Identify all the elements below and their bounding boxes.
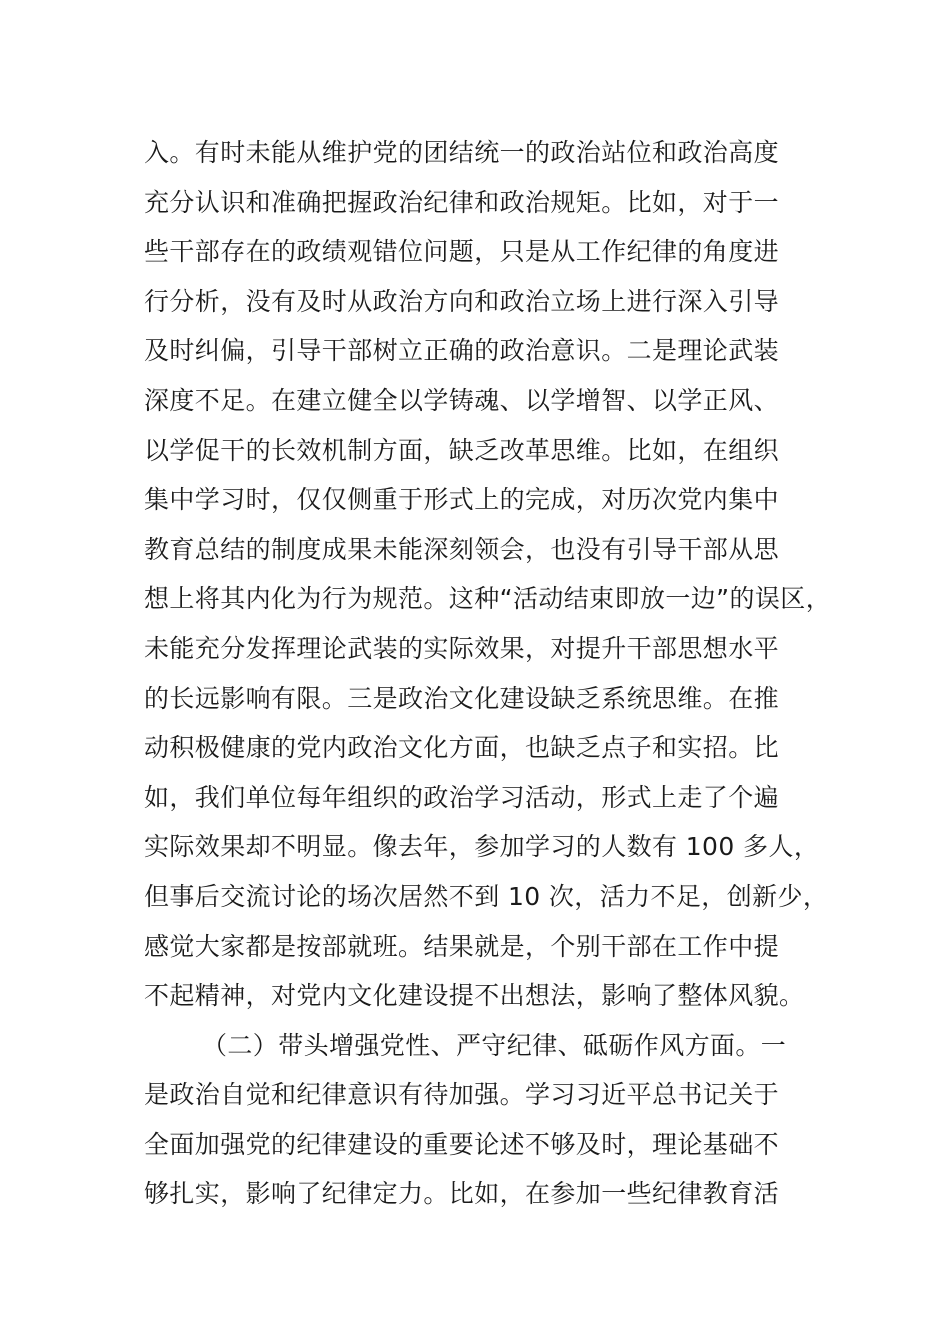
text-line-22: 够扎实，影响了纪律定力。比如，在参加一些纪律教育活 bbox=[144, 1179, 780, 1209]
text-line-14: 如，我们单位每年组织的政治学习活动，形式上走了个遍 bbox=[144, 782, 780, 812]
text-line-11: 未能充分发挥理论武装的实际效果，对提升干部思想水平 bbox=[144, 633, 780, 663]
body-text bbox=[144, 128, 844, 1219]
text-line-10: 想上将其内化为行为规范。这种“活动结束即放一边”的误区， bbox=[144, 584, 832, 614]
text-line-21: 全面加强党的纪律建设的重要论述不够及时，理论基础不 bbox=[144, 1129, 780, 1159]
text-line-17: 感觉大家都是按部就班。结果就是，个别干部在工作中提 bbox=[144, 931, 780, 961]
text-line-4: 行分析，没有及时从政治方向和政治立场上进行深入引导 bbox=[144, 286, 780, 316]
text-line-8: 集中学习时，仅仅侧重于形式上的完成，对历次党内集中 bbox=[144, 485, 780, 515]
text-line-9: 教育总结的制度成果未能深刻领会，也没有引导干部从思 bbox=[144, 534, 780, 564]
text-line-16: 但事后交流讨论的场次居然不到 10 次，活力不足，创新少， bbox=[144, 881, 829, 911]
text-line-2: 充分认识和准确把握政治纪律和政治规矩。比如，对于一 bbox=[144, 187, 780, 217]
text-line-5: 及时纠偏，引导干部树立正确的政治意识。二是理论武装 bbox=[144, 336, 780, 366]
text-line-1: 入。有时未能从维护党的团结统一的政治站位和政治高度 bbox=[144, 138, 780, 167]
text-line-3: 些干部存在的政绩观错位问题，只是从工作纪律的角度进 bbox=[144, 237, 780, 267]
text-line-12: 的长远影响有限。三是政治文化建设缺乏系统思维。在推 bbox=[144, 683, 780, 713]
text-line-15: 实际效果却不明显。像去年，参加学习的人数有 100 多人， bbox=[144, 832, 820, 862]
text-line-7: 以学促干的长效机制方面，缺乏改革思维。比如，在组织 bbox=[144, 435, 780, 465]
text-line-13: 动积极健康的党内政治文化方面，也缺乏点子和实招。比 bbox=[144, 733, 780, 763]
text-line-20: 是政治自觉和纪律意识有待加强。学习习近平总书记关于 bbox=[144, 1080, 780, 1110]
section-heading-line: （二）带头增强党性、严守纪律、砥砺作风方面。一 bbox=[202, 1030, 787, 1060]
text-line-6: 深度不足。在建立健全以学铸魂、以学增智、以学正风、 bbox=[144, 385, 780, 415]
text-line-18: 不起精神，对党内文化建设提不出想法，影响了整体风貌。 bbox=[144, 981, 805, 1011]
